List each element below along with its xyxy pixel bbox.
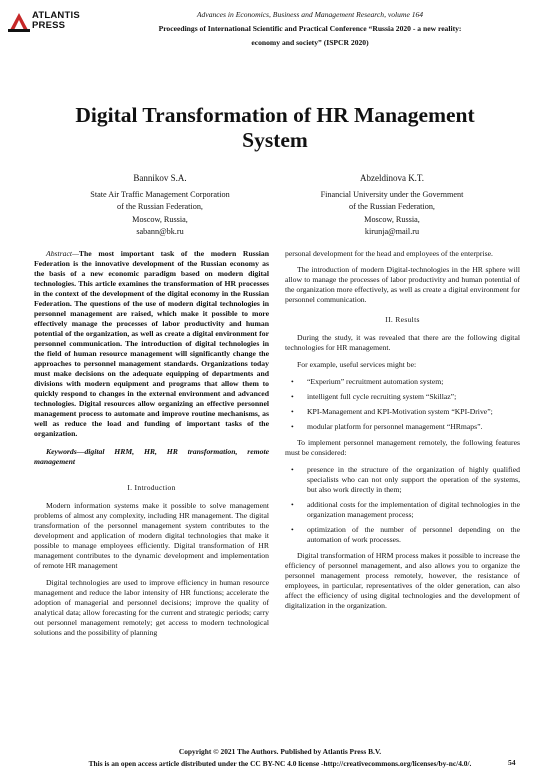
list-item [285,422,520,432]
body-paragraph: For example, useful services might be: [297,360,417,369]
list-item-text: presence in the structure of the organization of highly qualified specialists who can not only support the operation of the systems, but also work directly in them; [307,465,520,494]
bullet-icon: • [291,465,294,474]
keywords-label: Keywords [46,447,77,456]
author-block-1 [50,172,270,239]
body-paragraph: Digital transformation of HRM process makes it possible to increase the efficiency of personnel management, and also allows you to organize the personnel management process remotely, however, the resistance of employees, in particular, representatives of the older generation, can also affect the efficiency of using digital technologies and the development of digitalization in the organization. [285,551,520,610]
bullet-icon: • [291,422,294,431]
bullet-icon: • [291,392,294,401]
proceedings-header: Proceedings of International Scientific and Practical Conference “Russia 2020 - a new reality: [158,24,462,33]
logo-text [32,11,80,31]
abstract [34,249,269,439]
body-paragraph: To implement personnel management remotely, the following features must be considered: [285,438,520,457]
author-affiliation: State Air Traffic Management Corporation [90,189,230,199]
list-item-text: optimization of the number of personnel depending on the automation of work processes. [307,525,520,544]
right-column [285,249,520,618]
list-item [285,377,520,387]
author-affiliation-2: of the Russian Federation, [117,202,203,211]
list-item-text: additional costs for the implementation of digital technologies in the organization management process; [307,500,520,519]
body-paragraph: During the study, it was revealed that there are the following digital technologies for HR management. [285,333,520,352]
services-list [285,377,520,432]
author-affiliation: Financial University under the Government [320,189,464,199]
keywords [34,447,269,467]
copyright-footer: Copyright © 2021 The Authors. Published by Atlantis Press B.V. [178,747,382,756]
author-city: Moscow, Russia, [364,214,420,224]
title-line-1: Digital Transformation of HR Management [75,103,475,127]
list-item [285,407,520,417]
author-block-2 [282,172,502,239]
title-line-2: System [242,128,308,152]
logo-line-2: PRESS [32,20,66,31]
section-heading-results: II. Results [385,315,420,324]
list-item-text: modular platform for personnel management “HRmaps”. [307,422,483,431]
list-item [285,500,520,520]
bullet-icon: • [291,500,294,509]
author-email[interactable]: sabann@bk.ru [136,227,184,236]
bullet-icon: • [291,377,294,386]
journal-header: Advances in Economics, Business and Management Research, volume 164 [196,10,424,19]
body-paragraph: Modern information systems make it possible to solve management problems of almost any complexity, including HR management. The digital transformation of the personnel management system contributes to the development and application of modern digital technologies that make it possible to manage employees efficiently. Digital transformation of HR management contributes to the dynamic development and implementation of remote HR management [34,501,269,570]
abstract-dash: — [72,249,79,258]
author-name: Abzeldinova K.T. [359,173,425,183]
logo-line-1: ATLANTIS [32,10,80,21]
page-number: 54 [508,758,516,767]
list-item [285,392,520,402]
bullet-icon: • [291,525,294,534]
abstract-label: Abstract [46,249,73,258]
list-item [285,465,520,495]
list-item-text: intelligent full cycle recruiting system “Skillaz”; [307,392,457,401]
paper-title [40,103,510,153]
author-name: Bannikov S.A. [133,173,187,183]
atlantis-logo-icon [8,10,30,32]
author-city: Moscow, Russia, [132,214,188,224]
body-paragraph: personal development for the head and employees of the enterprise. [285,249,493,258]
author-affiliation-2: of the Russian Federation, [349,202,435,211]
left-column [34,249,269,645]
proceedings-header-2: economy and society” (ISPCR 2020) [251,38,369,47]
section-heading-introduction: I. Introduction [127,483,176,492]
body-paragraph: The introduction of modern Digital-technologies in the HR sphere will allow to manage the processes of labor productivity and human potential of the organization more effectively, as well as create a digital environment for personnel communication. [285,265,520,304]
publisher-logo [8,8,98,42]
abstract-text: The most important task of the modern Russian Federation is the innovative development of the Russian economy as the basis of a new economic paradigm based on modern digital technologies. This article examines the transformation of HR processes in the context of the development of the digital economy in the Russian Federation. The questions of the use of modern digital technologies in personnel management are raised, which make it possible to more effectively manage the processes of labor productivity and human potential of the organization, as well as create a digital environment for personnel communication. The introduction of digital technologies in the field of human resource management will significantly change the approaches to personnel management standards. Organizations today must make decisions on the adequate equipping of departments and divisions with modern equipment and programs that allow them to quickly respond to changes in the external environment and advanced technologies. Digital resources allow organizing an effective personnel management process to automate and improve routine mechanisms, as well as reduce the load and funding of important tasks of the organization. [34,249,269,438]
list-item-text: KPI-Management and KPI-Motivation system “KPI-Drive”; [307,407,493,416]
list-item-text: “Experium” recruitment automation system; [307,377,444,386]
author-email[interactable]: kirunja@mail.ru [364,227,420,236]
list-item [285,525,520,545]
keywords-dash: — [76,447,85,456]
keywords-text: digital HRM, HR, HR transformation, remote management [34,447,269,466]
license-footer[interactable]: This is an open access article distributed under the CC BY-NC 4.0 license -http://creativecommons.org/licenses/by-nc/4.0/. [88,759,472,768]
features-list [285,465,520,545]
bullet-icon: • [291,407,294,416]
body-paragraph: Digital technologies are used to improve efficiency in human resource management and reduce the labor intensity of HR functions; accelerate the adoption of managerial and personnel decisions; improve the quality of analytical data; allow forecasting for the current and strategic periods; carry out personnel management remotely; get access to modern technological solutions and the possibility of planning [34,578,269,637]
